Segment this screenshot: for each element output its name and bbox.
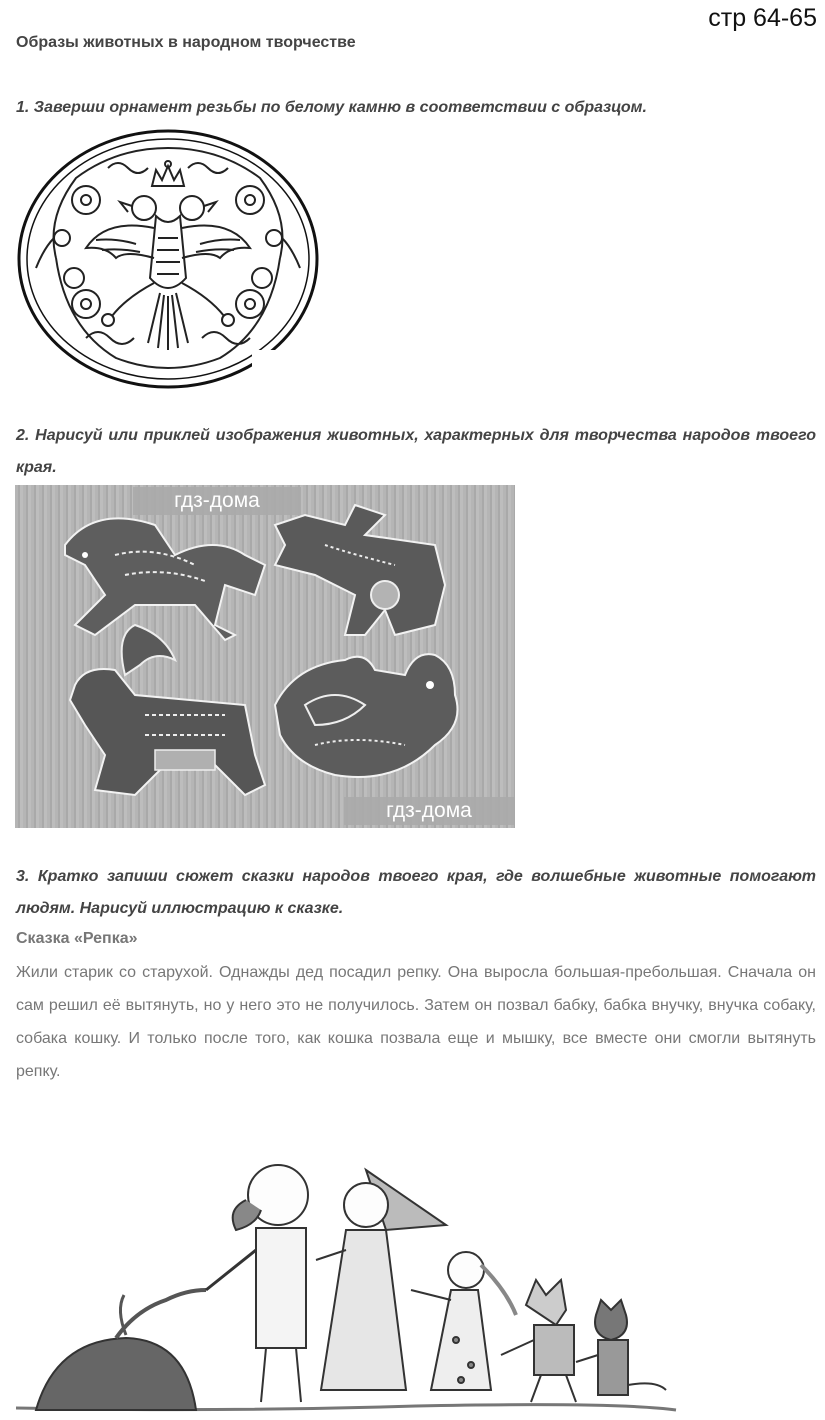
page-number: стр 64-65 bbox=[708, 4, 817, 32]
grandmother bbox=[316, 1170, 446, 1390]
dog bbox=[501, 1280, 576, 1402]
granddaughter bbox=[411, 1252, 516, 1390]
task-2-text: 2. Нарисуй или приклей изображения животных, характерных для творчества народов твоего края. bbox=[16, 427, 816, 476]
story-title: Сказка «Репка» bbox=[16, 930, 138, 947]
gingerbread-goat bbox=[70, 625, 265, 795]
turnip-illustration bbox=[16, 1140, 816, 1420]
gingerbread-horse bbox=[65, 518, 265, 640]
watermark-bottom: гдз-дома bbox=[344, 797, 514, 825]
cat bbox=[576, 1300, 666, 1395]
subject-title: Образы животных в народном творчестве bbox=[16, 34, 356, 51]
white-stone-ornament bbox=[16, 128, 320, 390]
watermark-top: гдз-дома bbox=[133, 487, 301, 515]
gingerbread-rooster bbox=[275, 654, 458, 777]
story-text: Жили старик со старухой. Однажды дед посадил репку. Она выросла большая-пребольшая. Сначала он сам решил её вытянуть, но у него это не получилось. Затем он позвал бабку, бабка внучку, внучка собаку, собака кошку. И только после того, как кошка позвала еще и мышку, все вместе они смогли вытянуть репку. bbox=[16, 964, 816, 1080]
task-3-text: 3. Кратко запиши сюжет сказки народов твоего края, где волшебные животные помогают людям. Нарисуй иллюстрацию к сказке. bbox=[16, 868, 816, 917]
grandfather bbox=[206, 1165, 308, 1402]
turnip bbox=[36, 1290, 206, 1410]
task-1-text: 1. Заверши орнамент резьбы по белому камню в соответствии с образцом. bbox=[16, 99, 647, 116]
gingerbread-animals-photo bbox=[15, 485, 515, 828]
gingerbread-deer bbox=[275, 505, 445, 635]
